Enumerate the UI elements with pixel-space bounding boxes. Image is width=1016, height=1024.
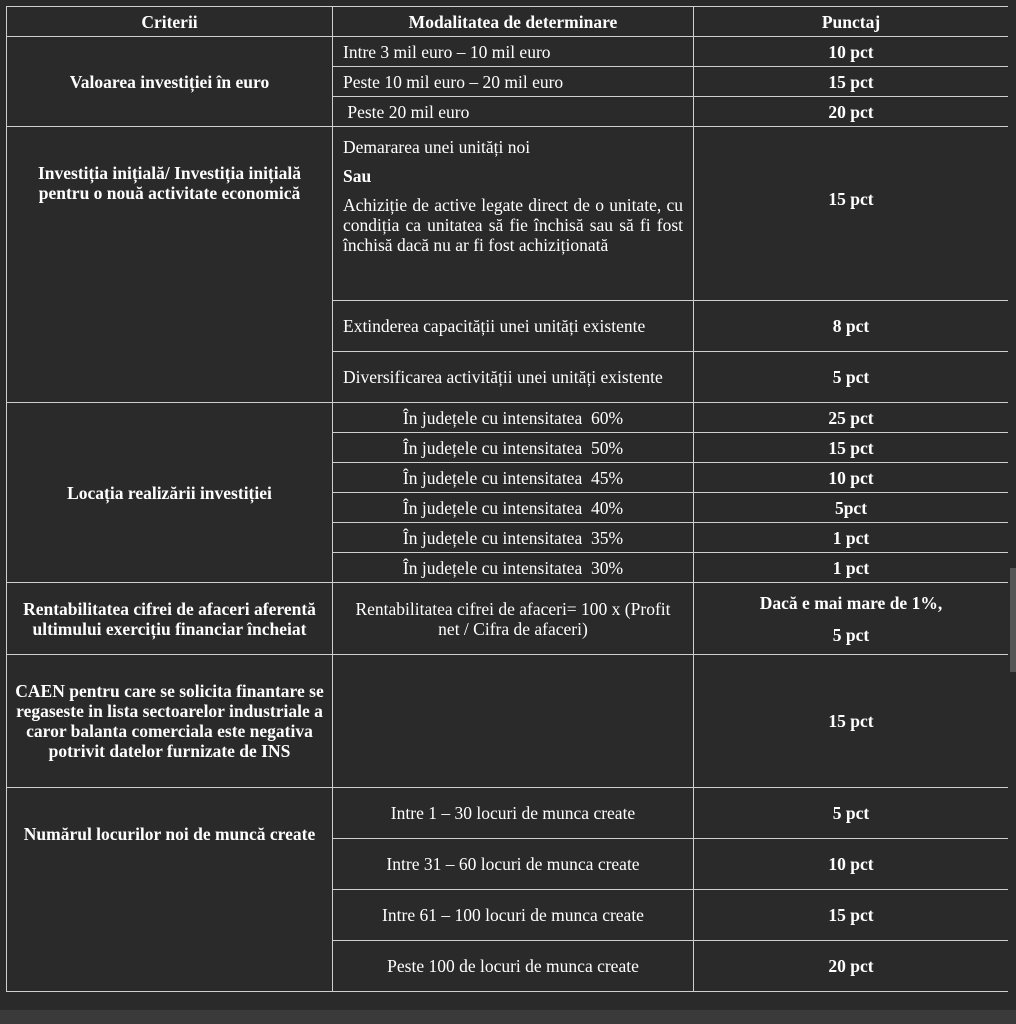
mod-cell: Intre 3 mil euro – 10 mil euro — [333, 37, 694, 67]
criterion-valoare: Valoarea investiției în euro — [7, 37, 333, 127]
criterion-rentabilitate: Rentabilitatea cifrei de afaceri aferentă ultimului exercițiu financiar încheiat — [7, 583, 333, 655]
pts-cell: 8 pct — [694, 301, 1009, 352]
table-row — [7, 788, 1009, 839]
mod-cell: Intre 61 – 100 locuri de munca create — [333, 890, 694, 941]
mod-cell: În județele cu intensitatea 35% — [333, 523, 694, 553]
mod-cell: Intre 1 – 30 locuri de munca create — [333, 788, 694, 839]
side-scroll-tab[interactable] — [1010, 568, 1016, 672]
mod-cell: Intre 31 – 60 locuri de munca create — [333, 839, 694, 890]
pts-cell: 10 pct — [694, 37, 1009, 67]
pts-value: 5 pct — [832, 624, 870, 645]
pts-cell: 10 pct — [694, 463, 1009, 493]
document-frame — [6, 6, 1008, 1010]
bottom-scroll-bar[interactable] — [0, 1010, 1016, 1024]
table-row — [7, 37, 1009, 67]
header-modalitatea: Modalitatea de determinare — [333, 7, 694, 37]
header-criterii: Criterii — [7, 7, 333, 37]
header-punctaj: Punctaj — [694, 7, 1009, 37]
criterion-investitie: Investiția inițială/ Investiția inițială pentru o nouă activitate economică — [7, 127, 333, 403]
pts-cell: 15 pct — [694, 655, 1009, 788]
table-row — [7, 127, 1009, 301]
mod-cell: În județele cu intensitatea 40% — [333, 493, 694, 523]
pts-cell: 15 pct — [694, 890, 1009, 941]
mod-cell: În județele cu intensitatea 30% — [333, 553, 694, 583]
mod-cell: Extinderea capacității unei unități existente — [333, 301, 694, 352]
pts-cell: 20 pct — [694, 97, 1009, 127]
table-header-row — [7, 7, 1009, 37]
mod-cell: Peste 10 mil euro – 20 mil euro — [333, 67, 694, 97]
sau-text: Sau — [343, 166, 372, 186]
demarare-text: Demararea unei unități noi — [343, 137, 531, 157]
pts-cell: 1 pct — [694, 523, 1009, 553]
criteria-table — [6, 6, 1008, 992]
achizitie-text: Achiziție de active legate direct de o unitate, cu condiția ca unitatea să fie închisă sau să fi fost închisă dacă nu ar fi fost achiziționată — [343, 195, 683, 255]
mod-cell: În județele cu intensitatea 60% — [333, 403, 694, 433]
mod-cell-empty — [333, 655, 694, 788]
table-row — [7, 403, 1009, 433]
pts-condition: Dacă e mai mare de 1%, — [759, 592, 943, 613]
mod-cell: În județele cu intensitatea 45% — [333, 463, 694, 493]
pts-cell: 5pct — [694, 493, 1009, 523]
criterion-caen: CAEN pentru care se solicita finantare se regaseste in lista sectoarelor industriale a caror balanta comerciala este negativa potrivit datelor furnizate de INS — [7, 655, 333, 788]
mod-cell: Rentabilitatea cifrei de afaceri= 100 x (Profit net / Cifra de afaceri) — [333, 583, 694, 655]
pts-cell: 15 pct — [694, 67, 1009, 97]
table-row — [7, 655, 1009, 788]
pts-cell: 15 pct — [694, 433, 1009, 463]
criterion-locatia: Locația realizării investiției — [7, 403, 333, 583]
pts-cell: 5 pct — [694, 788, 1009, 839]
criterion-locuri: Numărul locurilor noi de muncă create — [7, 788, 333, 992]
pts-cell: 5 pct — [694, 352, 1009, 403]
mod-cell: Peste 100 de locuri de munca create — [333, 941, 694, 992]
mod-cell: Diversificarea activității unei unități existente — [333, 352, 694, 403]
mod-cell: Peste 20 mil euro — [333, 97, 694, 127]
pts-cell: 15 pct — [694, 127, 1009, 301]
pts-cell: 10 pct — [694, 839, 1009, 890]
table-row — [7, 583, 1009, 655]
pts-cell: 20 pct — [694, 941, 1009, 992]
pts-cell-rentabilitate — [694, 583, 1009, 655]
mod-cell: În județele cu intensitatea 50% — [333, 433, 694, 463]
pts-cell: 25 pct — [694, 403, 1009, 433]
pts-cell: 1 pct — [694, 553, 1009, 583]
mod-cell-demarare — [333, 127, 694, 301]
